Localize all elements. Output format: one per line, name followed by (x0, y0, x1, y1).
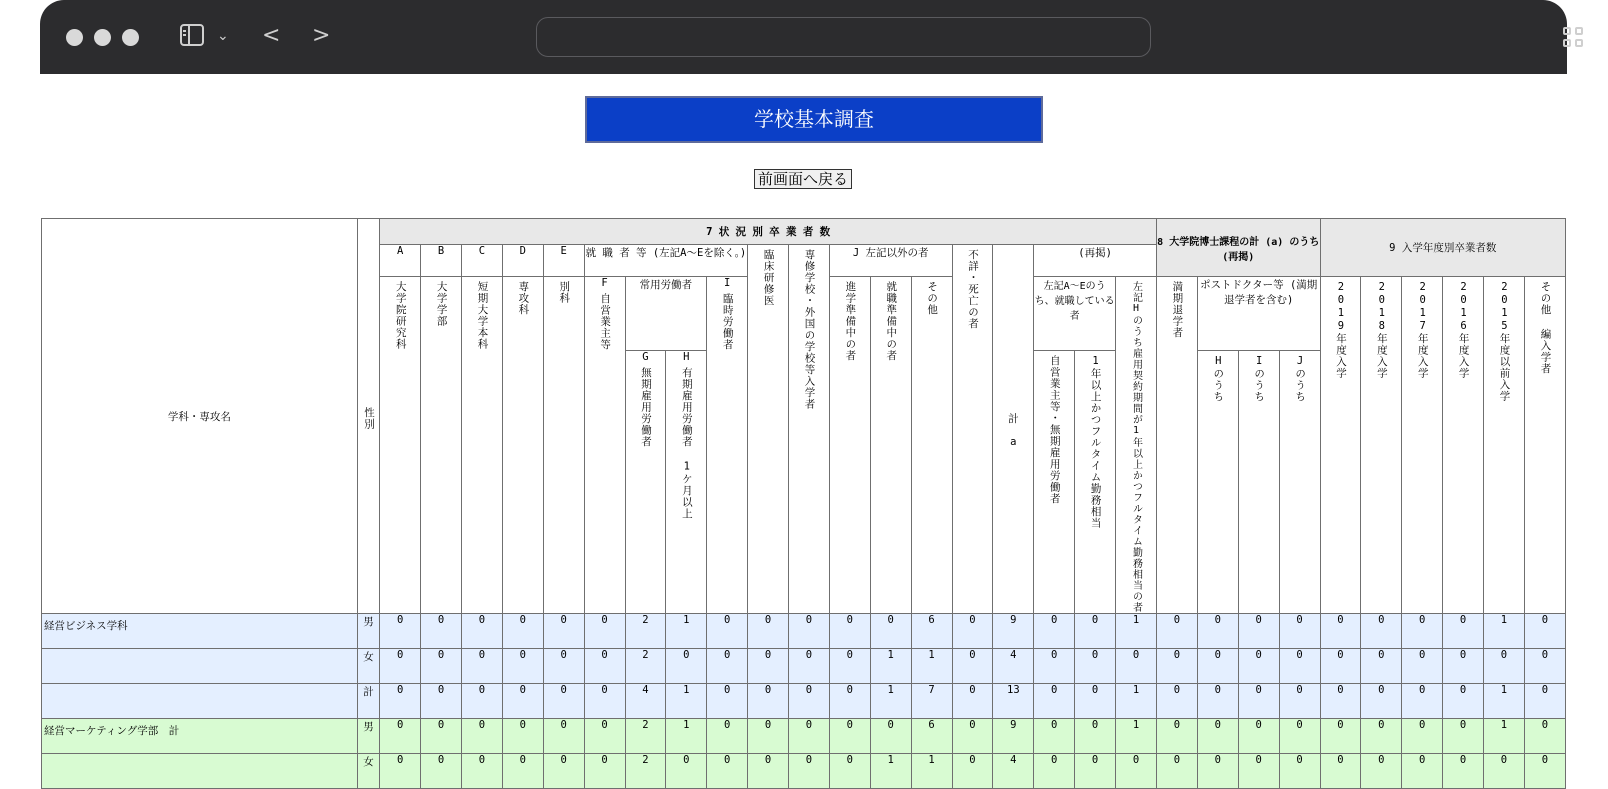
data-cell: 0 (1443, 754, 1484, 789)
data-cell: 0 (1156, 684, 1197, 719)
table-body (42, 614, 1566, 789)
close-window-dot[interactable] (66, 29, 83, 46)
col-y2019: 2019年度入学 (1320, 277, 1361, 614)
data-cell: 0 (1320, 614, 1361, 649)
row-sex-cell: 女 (357, 754, 379, 789)
data-cell: 0 (1524, 719, 1565, 754)
tab-overview-icon[interactable] (1563, 27, 1585, 49)
data-cell: 4 (993, 649, 1034, 684)
data-cell: 0 (666, 649, 707, 684)
col-D-letter: D (502, 245, 543, 277)
data-cell: 0 (707, 649, 748, 684)
col-J1: 進学準備中の者 (829, 277, 870, 614)
data-cell: 0 (1524, 614, 1565, 649)
table-row (42, 754, 1566, 789)
data-cell: 1 (666, 719, 707, 754)
data-cell: 0 (1361, 684, 1402, 719)
col-I: I 臨時労働者 (707, 277, 748, 614)
data-cell: 0 (380, 719, 421, 754)
data-cell: 0 (707, 754, 748, 789)
data-cell: 1 (1116, 684, 1157, 719)
data-cell: 0 (502, 614, 543, 649)
data-cell: 0 (952, 614, 993, 649)
data-cell: 2 (625, 754, 666, 789)
data-cell: 1 (911, 754, 952, 789)
statistics-table (41, 218, 1566, 789)
data-cell: 9 (993, 719, 1034, 754)
row-name-cell (42, 649, 358, 684)
data-cell: 0 (1034, 754, 1075, 789)
data-cell: 0 (1402, 684, 1443, 719)
data-cell: 0 (748, 754, 789, 789)
data-cell: 0 (1524, 649, 1565, 684)
data-cell: 0 (1443, 649, 1484, 684)
data-cell: 0 (380, 684, 421, 719)
row-name-cell (42, 754, 358, 789)
data-cell: 0 (1034, 649, 1075, 684)
col-header-name: 学科・専攻名 (42, 219, 358, 614)
sidebar-toggle-icon[interactable] (180, 24, 204, 46)
data-cell: 1 (870, 649, 911, 684)
data-cell: 0 (1402, 649, 1443, 684)
table-row (42, 684, 1566, 719)
data-cell: 0 (1402, 754, 1443, 789)
data-cell: 0 (462, 719, 503, 754)
data-cell: 0 (870, 614, 911, 649)
row-name-cell (42, 684, 358, 719)
data-cell: 0 (1320, 719, 1361, 754)
data-cell: 0 (952, 649, 993, 684)
data-cell: 0 (1361, 719, 1402, 754)
group7-header: 7 状 況 別 卒 業 者 数 (380, 219, 1157, 245)
data-cell: 0 (1279, 614, 1320, 649)
data-cell: 0 (1075, 719, 1116, 754)
col-total: 計 a (993, 245, 1034, 614)
data-cell: 0 (829, 614, 870, 649)
data-cell: 0 (1156, 649, 1197, 684)
data-cell: 0 (1034, 719, 1075, 754)
data-cell: 0 (1075, 754, 1116, 789)
data-cell: 1 (666, 684, 707, 719)
data-cell: 0 (748, 719, 789, 754)
data-cell: 0 (584, 614, 625, 649)
data-cell: 0 (502, 719, 543, 754)
data-cell: 0 (1279, 684, 1320, 719)
col-J3: その他 (911, 277, 952, 614)
data-cell: 4 (993, 754, 1034, 789)
address-bar[interactable] (536, 17, 1151, 57)
col-E-letter: E (543, 245, 584, 277)
col-senshu: 専修学校・外国の学校等入学者 (789, 245, 830, 614)
postdoc-header: ポストドクター等 (満期退学者を含む) (1197, 277, 1320, 351)
row-sex-cell: 女 (357, 649, 379, 684)
col-saikei-3: 左記Hのうち雇用契約期間が1年以上かつフルタイム勤務相当の者 (1116, 277, 1157, 614)
data-cell: 0 (829, 649, 870, 684)
data-cell: 0 (952, 684, 993, 719)
data-cell: 6 (911, 719, 952, 754)
data-cell: 0 (1524, 754, 1565, 789)
data-cell: 0 (829, 719, 870, 754)
data-cell: 0 (789, 649, 830, 684)
col-y2018: 2018年度入学 (1361, 277, 1402, 614)
data-cell: 0 (1238, 649, 1279, 684)
col-y2017: 2017年度入学 (1402, 277, 1443, 614)
data-cell: 1 (1484, 719, 1525, 754)
data-cell: 1 (1484, 614, 1525, 649)
col-pd-H: Hのうち (1197, 350, 1238, 613)
data-cell: 0 (1238, 684, 1279, 719)
data-cell: 0 (1443, 719, 1484, 754)
data-cell: 0 (543, 719, 584, 754)
data-cell: 0 (1238, 754, 1279, 789)
data-cell: 0 (952, 719, 993, 754)
group8-header: 8 大学院博士課程の計 (a) のうち (再掲) (1156, 219, 1320, 277)
data-cell: 2 (625, 719, 666, 754)
data-cell: 0 (502, 649, 543, 684)
col-pd-J: Jのうち (1279, 350, 1320, 613)
data-cell: 0 (1361, 754, 1402, 789)
data-cell: 0 (462, 614, 503, 649)
col-mankitai: 満期退学者 (1156, 277, 1197, 614)
col-saikei-1: 自営業主等・無期雇用労働者 (1034, 350, 1075, 613)
minimize-window-dot[interactable] (94, 29, 111, 46)
data-cell: 2 (625, 649, 666, 684)
browser-toolbar (40, 0, 1567, 74)
forward-arrow-icon[interactable]: > (312, 23, 331, 48)
zoom-window-dot[interactable] (122, 29, 139, 46)
col-F: F 自営業主等 (584, 277, 625, 614)
data-cell: 0 (421, 754, 462, 789)
data-cell: 9 (993, 614, 1034, 649)
data-cell: 0 (584, 719, 625, 754)
data-cell: 0 (1197, 614, 1238, 649)
data-cell: 0 (543, 684, 584, 719)
saikei-header: (再掲) (1034, 245, 1157, 277)
data-cell: 1 (911, 649, 952, 684)
data-cell: 0 (1484, 649, 1525, 684)
data-cell: 2 (625, 614, 666, 649)
data-cell: 0 (1197, 719, 1238, 754)
col-unknown: 不詳・死亡の者 (952, 245, 993, 614)
col-C: 短期大学本科 (462, 277, 503, 614)
data-cell: 0 (1361, 614, 1402, 649)
data-cell: 0 (1443, 614, 1484, 649)
data-cell: 0 (462, 649, 503, 684)
data-cell: 0 (462, 684, 503, 719)
data-cell: 0 (1320, 754, 1361, 789)
data-cell: 0 (1320, 649, 1361, 684)
employed-header: 就 職 者 等 (左記A〜Eを除く。) (584, 245, 748, 277)
col-B-letter: B (421, 245, 462, 277)
data-cell: 0 (421, 649, 462, 684)
row-sex-cell: 男 (357, 614, 379, 649)
data-cell: 0 (789, 719, 830, 754)
data-cell: 0 (1524, 684, 1565, 719)
group9-header: 9 入学年度別卒業者数 (1320, 219, 1565, 277)
data-cell: 0 (1156, 754, 1197, 789)
data-cell: 0 (1156, 719, 1197, 754)
row-name-cell: 経営マーケティング学部 計 (42, 719, 358, 754)
data-cell: 0 (380, 754, 421, 789)
col-A: 大学院研究科 (380, 277, 421, 614)
data-cell: 0 (1443, 684, 1484, 719)
data-cell: 0 (707, 614, 748, 649)
data-cell: 0 (584, 649, 625, 684)
data-cell: 0 (502, 684, 543, 719)
data-cell: 0 (1279, 754, 1320, 789)
back-button[interactable]: 前画面へ戻る (754, 169, 852, 189)
table-row (42, 614, 1566, 649)
data-cell: 7 (911, 684, 952, 719)
data-cell: 0 (1075, 614, 1116, 649)
row-sex-cell: 計 (357, 684, 379, 719)
row-sex-cell: 男 (357, 719, 379, 754)
page-title: 学校基本調査 (585, 96, 1043, 143)
col-B: 大学学部 (421, 277, 462, 614)
col-C-letter: C (462, 245, 503, 277)
data-cell: 0 (829, 684, 870, 719)
data-cell: 0 (870, 719, 911, 754)
col-y2015: 2015年度以前入学 (1484, 277, 1525, 614)
col-saikei-2: 1年以上かつフルタイム勤務相当 (1075, 350, 1116, 613)
data-cell: 0 (1116, 649, 1157, 684)
data-cell: 1 (1116, 719, 1157, 754)
data-cell: 1 (870, 684, 911, 719)
chevron-down-icon[interactable]: ⌄ (217, 28, 229, 44)
col-pd-I: Iのうち (1238, 350, 1279, 613)
data-cell: 0 (462, 754, 503, 789)
col-D: 専攻科 (502, 277, 543, 614)
col-other: その他 編入学者 (1524, 277, 1565, 614)
col-J2: 就職準備中の者 (870, 277, 911, 614)
data-cell: 0 (1197, 754, 1238, 789)
data-cell: 0 (543, 754, 584, 789)
data-cell: 0 (748, 684, 789, 719)
J-group-header: J 左記以外の者 (829, 245, 952, 277)
data-cell: 0 (1238, 719, 1279, 754)
col-A-letter: A (380, 245, 421, 277)
data-cell: 0 (1075, 649, 1116, 684)
table-row (42, 649, 1566, 684)
data-cell: 0 (1075, 684, 1116, 719)
data-cell: 0 (543, 649, 584, 684)
data-cell: 0 (789, 754, 830, 789)
data-cell: 0 (502, 754, 543, 789)
row-name-cell: 経営ビジネス学科 (42, 614, 358, 649)
data-cell: 0 (421, 614, 462, 649)
data-cell: 0 (543, 614, 584, 649)
col-header-sex: 性別 (357, 219, 379, 614)
data-cell: 0 (1238, 614, 1279, 649)
data-cell: 0 (421, 684, 462, 719)
data-cell: 0 (707, 684, 748, 719)
data-cell: 0 (380, 649, 421, 684)
data-cell: 0 (1402, 614, 1443, 649)
data-cell: 0 (584, 754, 625, 789)
data-cell: 4 (625, 684, 666, 719)
data-cell: 0 (1197, 684, 1238, 719)
data-cell: 0 (1402, 719, 1443, 754)
data-cell: 0 (1279, 719, 1320, 754)
data-cell: 0 (1034, 684, 1075, 719)
data-cell: 0 (748, 649, 789, 684)
data-cell: 1 (666, 614, 707, 649)
data-cell: 0 (666, 754, 707, 789)
data-cell: 0 (707, 719, 748, 754)
data-cell: 1 (1116, 614, 1157, 649)
data-cell: 0 (789, 684, 830, 719)
col-G: G 無期雇用労働者 (625, 350, 666, 613)
data-cell: 0 (421, 719, 462, 754)
data-cell: 0 (748, 614, 789, 649)
col-y2016: 2016年度入学 (1443, 277, 1484, 614)
data-cell: 6 (911, 614, 952, 649)
data-cell: 0 (1361, 649, 1402, 684)
col-E: 別科 (543, 277, 584, 614)
regular-worker-header: 常用労働者 (625, 277, 707, 351)
saikei-sub-header: 左記A〜Eのうち、就職している者 (1034, 277, 1116, 351)
data-cell: 0 (789, 614, 830, 649)
data-cell: 0 (584, 684, 625, 719)
data-cell: 0 (1116, 754, 1157, 789)
data-cell: 0 (380, 614, 421, 649)
data-cell: 0 (829, 754, 870, 789)
data-cell: 0 (952, 754, 993, 789)
data-cell: 0 (1197, 649, 1238, 684)
data-cell: 1 (870, 754, 911, 789)
data-cell: 0 (1484, 754, 1525, 789)
col-H: H 有期雇用労働者 1ケ月以上 (666, 350, 707, 613)
col-clinical: 臨床研修医 (748, 245, 789, 614)
back-arrow-icon[interactable]: < (262, 23, 281, 48)
data-cell: 0 (1156, 614, 1197, 649)
data-cell: 0 (1320, 684, 1361, 719)
data-cell: 0 (1034, 614, 1075, 649)
data-cell: 0 (1279, 649, 1320, 684)
data-cell: 1 (1484, 684, 1525, 719)
data-cell: 13 (993, 684, 1034, 719)
table-row (42, 719, 1566, 754)
